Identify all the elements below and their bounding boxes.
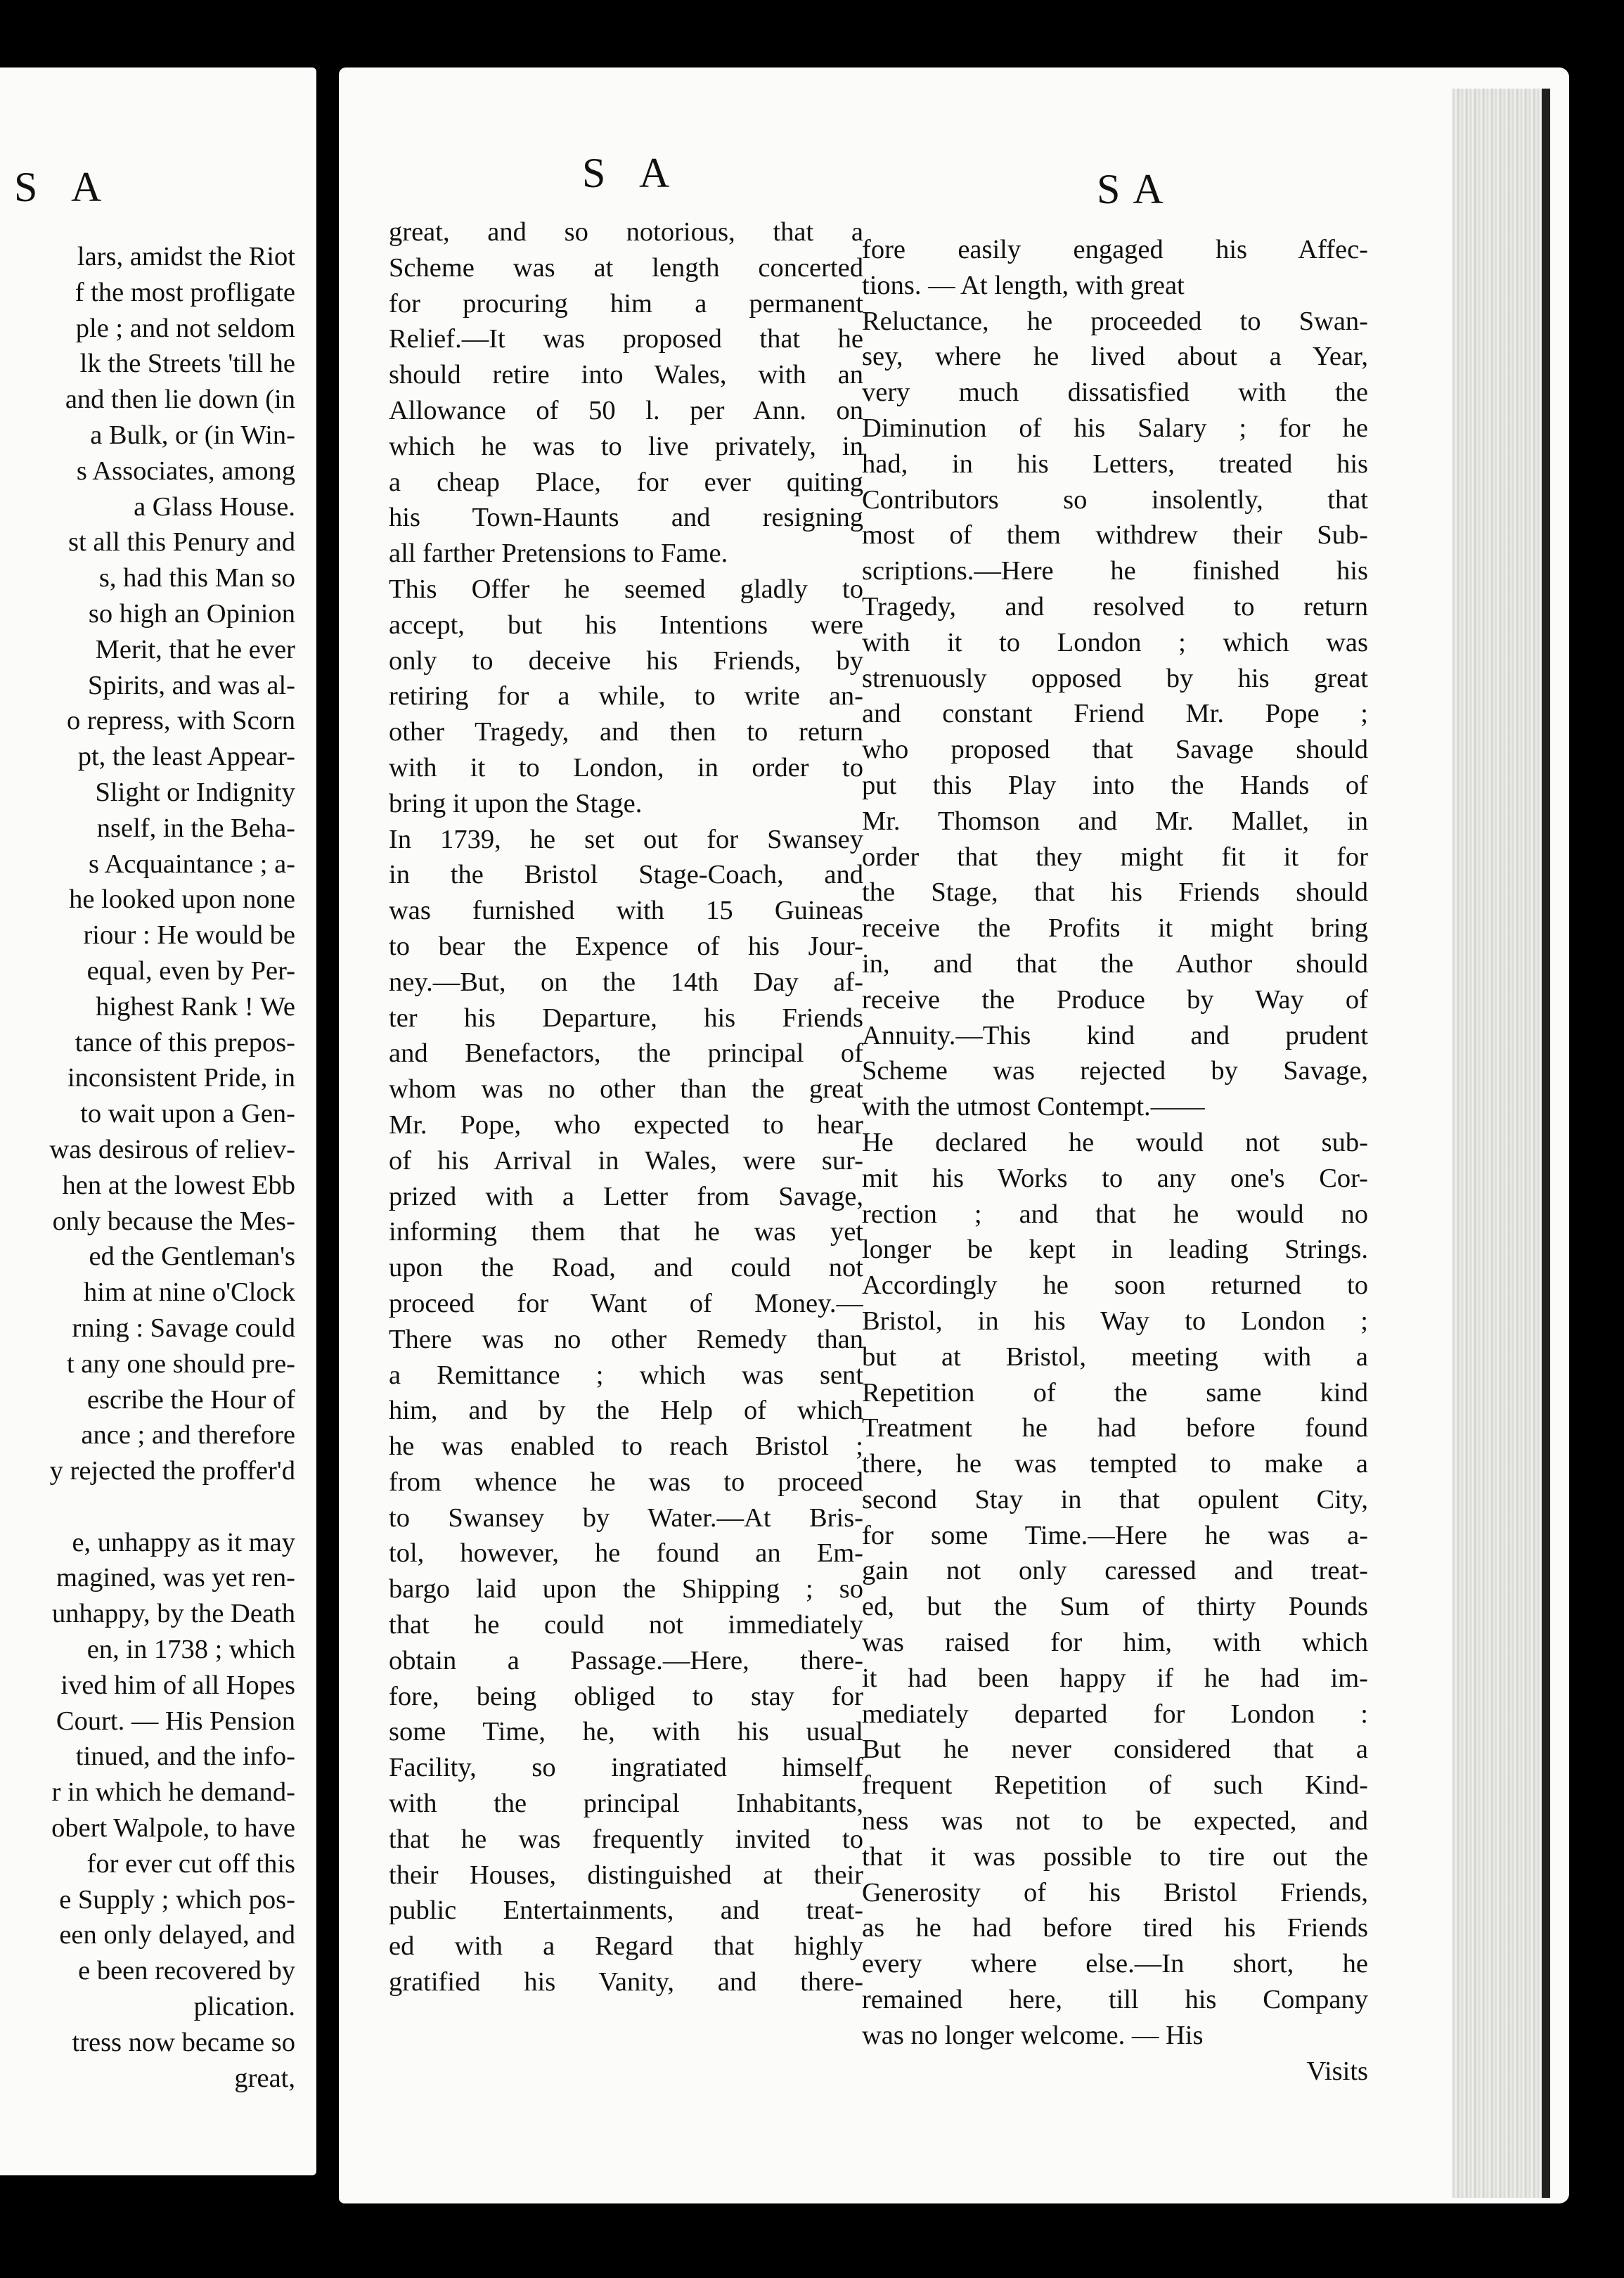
text-line: a Remittance ; which was sent [389, 1360, 863, 1390]
text-line: with the utmost Contempt.—— [862, 1092, 1205, 1122]
text-line: a cheap Place, for ever quiting [389, 467, 863, 497]
text-line: Mr. Pope, who expected to hear [389, 1109, 863, 1140]
middle-column-header: S A [582, 150, 683, 196]
text-line: retiring for a while, to write an- [389, 681, 863, 712]
text-line: most of them withdrew their Sub- [862, 520, 1368, 551]
text-line: ness was not to be expected, and [862, 1806, 1368, 1836]
text-line: hen at the lowest Ebb [62, 1170, 295, 1200]
text-line: accept, but his Intentions were [389, 610, 863, 640]
text-line: who proposed that Savage should [862, 735, 1368, 765]
text-line: ter his Departure, his Friends [389, 1003, 863, 1033]
text-line: put this Play into the Hands of [862, 770, 1368, 800]
text-line: some Time, he, with his usual [389, 1717, 863, 1747]
text-line: mediately departed for London : [862, 1699, 1368, 1729]
text-line: highest Rank ! We [96, 991, 295, 1022]
text-line: Generosity of his Bristol Friends, [862, 1877, 1368, 1907]
text-line: that it was possible to tire out the [862, 1841, 1368, 1872]
text-line: whom was no other than the great [389, 1074, 863, 1105]
text-line: e been recovered by [78, 1956, 295, 1986]
text-line: was no longer welcome. — His [862, 2020, 1204, 2050]
text-line: but at Bristol, meeting with a [862, 1341, 1368, 1372]
text-line: their Houses, distinguished at their [389, 1860, 863, 1890]
text-line: for ever cut off this [86, 1848, 295, 1879]
right-column-header: SA [1097, 166, 1176, 212]
text-line: nself, in the Beha- [96, 813, 295, 843]
text-line: unhappy, by the Death [51, 1599, 295, 1629]
text-line: longer be kept in leading Strings. [862, 1235, 1368, 1265]
text-line: for procuring him a permanent [389, 288, 863, 318]
text-line: with it to London ; which was [862, 627, 1368, 657]
text-line: Bristol, in his Way to London ; [862, 1306, 1368, 1336]
text-line: Relief.—It was proposed that he [389, 324, 863, 354]
text-line: and constant Friend Mr. Pope ; [862, 699, 1368, 729]
text-line: proceed for Want of Money.— [389, 1288, 863, 1318]
text-line: Facility, so ingratiated himself [389, 1753, 863, 1783]
text-line: e, unhappy as it may [72, 1527, 295, 1557]
text-line: with the principal Inhabitants, [389, 1789, 863, 1819]
left-page-text-column [0, 239, 295, 2096]
text-line: rning : Savage could [72, 1313, 295, 1343]
text-line: receive the Profits it might bring [862, 913, 1368, 944]
text-line: to Swansey by Water.—At Bris- [389, 1502, 863, 1533]
text-line: t any one should pre- [66, 1349, 295, 1379]
text-line: obtain a Passage.—Here, there- [389, 1645, 863, 1675]
text-line: in, and that the Author should [862, 948, 1368, 979]
text-line: rection ; and that he would no [862, 1199, 1368, 1229]
text-line: as he had before tired his Friends [862, 1913, 1368, 1943]
text-line: Allowance of 50 l. per Ann. on [389, 395, 863, 425]
text-line: magined, was yet ren- [56, 1563, 295, 1593]
text-line: ed, but the Sum of thirty Pounds [862, 1592, 1368, 1622]
text-line: his Town-Haunts and resigning [389, 503, 863, 533]
text-line: to wait upon a Gen- [80, 1099, 295, 1129]
text-line: Visits [1306, 2056, 1368, 2086]
text-line: Merit, that he ever [95, 634, 295, 664]
text-line: had, in his Letters, treated his [862, 449, 1368, 479]
text-line: Scheme was rejected by Savage, [862, 1056, 1368, 1086]
text-line: pt, the least Appear- [77, 742, 295, 772]
text-line: Accordingly he soon returned to [862, 1270, 1368, 1301]
text-line: bring it upon the Stage. [389, 788, 643, 818]
right-text-column [862, 232, 1368, 2089]
text-line: Annuity.—This kind and prudent [862, 1020, 1368, 1050]
text-line: very much dissatisfied with the [862, 378, 1368, 408]
text-line: equal, even by Per- [86, 955, 295, 986]
text-line: ived him of all Hopes [60, 1670, 295, 1700]
text-line: e Supply ; which pos- [59, 1884, 295, 1915]
text-line: strenuously opposed by his great [862, 663, 1368, 693]
text-line: inconsistent Pride, in [67, 1063, 295, 1093]
text-line: so high an Opinion [88, 598, 295, 629]
text-line: fore, being obliged to stay for [389, 1681, 863, 1711]
text-line: tance of this prepos- [75, 1027, 295, 1057]
text-line: Diminution of his Salary ; for he [862, 413, 1368, 443]
text-line: was desirous of reliev- [49, 1134, 295, 1164]
text-line: gratified his Vanity, and there- [389, 1967, 863, 1997]
text-line: Reluctance, he proceeded to Swan- [862, 306, 1368, 336]
text-line: frequent Repetition of such Kind- [862, 1770, 1368, 1801]
text-line: that he could not immediately [389, 1610, 863, 1640]
text-line: only to deceive his Friends, by [389, 645, 863, 676]
text-line: fore easily engaged his Affec- [862, 235, 1368, 264]
text-line: s, had this Man so [98, 563, 295, 593]
text-line: and then lie down (in [65, 385, 295, 415]
text-line: all farther Pretensions to Fame. [389, 539, 728, 569]
left-page-header: S A [14, 164, 115, 210]
text-line: with it to London, in order to [389, 752, 863, 783]
text-line: This Offer he seemed gladly to [389, 574, 863, 604]
text-line: Mr. Thomson and Mr. Mallet, in [862, 806, 1368, 836]
text-line: great, [234, 2063, 295, 2093]
text-line: s Acquaintance ; a- [89, 849, 295, 879]
text-line: a Glass House. [134, 491, 295, 522]
text-line: ple ; and not seldom [75, 313, 295, 343]
text-line: upon the Road, and could not [389, 1253, 863, 1283]
text-line: f the most profligate [75, 277, 295, 307]
text-line: riour : He would be [83, 920, 295, 951]
text-line: r in which he demand- [51, 1777, 295, 1808]
text-line: s Associates, among [76, 456, 295, 486]
text-line: from whence he was to proceed [389, 1467, 863, 1497]
text-line: y rejected the proffer'd [49, 1456, 295, 1486]
text-line: There was no other Remedy than [389, 1324, 863, 1354]
text-line: lk the Streets 'till he [79, 349, 295, 379]
text-line: Repetition of the same kind [862, 1377, 1368, 1408]
text-line: Scheme was at length concerted [389, 252, 863, 283]
text-line: o repress, with Scorn [66, 706, 295, 736]
text-line: Spirits, and was al- [87, 670, 295, 700]
text-line: public Entertainments, and treat- [389, 1896, 863, 1926]
text-line: there, he was tempted to make a [862, 1449, 1368, 1479]
middle-text-column [389, 214, 863, 2000]
text-line: He declared he would not sub- [862, 1127, 1368, 1157]
text-line: he looked upon none [69, 884, 295, 915]
text-line: a Bulk, or (in Win- [90, 420, 295, 450]
text-line: of his Arrival in Wales, were sur- [389, 1145, 863, 1176]
text-line: ed the Gentleman's [89, 1242, 295, 1272]
text-line: remained here, till his Company [862, 1985, 1368, 2015]
text-line: and Benefactors, the principal of [389, 1038, 863, 1069]
text-line: Treatment he had before found [862, 1413, 1368, 1443]
text-line: which he was to live privately, in [389, 431, 863, 461]
text-line: bargo laid upon the Shipping ; so [389, 1574, 863, 1604]
text-line: But he never considered that a [862, 1735, 1368, 1765]
text-line: informing them that he was yet [389, 1217, 863, 1247]
text-line: tress now became so [72, 2027, 295, 2057]
text-line: receive the Produce by Way of [862, 984, 1368, 1015]
text-line: in the Bristol Stage-Coach, and [389, 860, 863, 890]
text-line: Court. — His Pension [56, 1706, 295, 1736]
text-line: prized with a Letter from Savage, [389, 1181, 863, 1211]
text-line: only because the Mes- [52, 1206, 295, 1236]
text-line: sey, where he lived about a Year, [862, 342, 1368, 372]
text-line: Contributors so insolently, that [862, 484, 1368, 515]
text-line: en, in 1738 ; which [86, 1635, 295, 1665]
text-line: Slight or Indignity [95, 777, 295, 807]
text-line: obert Walpole, to have [51, 1813, 295, 1843]
text-line: tions. — At length, with great [862, 270, 1185, 300]
text-line: order that they might fit it for [862, 842, 1368, 872]
text-line: In 1739, he set out for Swansey [389, 824, 863, 854]
text-line: for some Time.—Here he was a- [862, 1520, 1368, 1550]
text-line: that he was frequently invited to [389, 1824, 863, 1854]
text-line: him, and by the Help of which [389, 1396, 863, 1426]
text-line: escribe the Hour of [86, 1384, 295, 1415]
text-line: other Tragedy, and then to return [389, 717, 863, 747]
text-line: plication. [193, 1992, 295, 2022]
text-line: gain not only caressed and treat- [862, 1556, 1368, 1586]
text-line: the Stage, that his Friends should [862, 877, 1368, 908]
text-line: lars, amidst the Riot [77, 242, 295, 271]
text-line: was raised for him, with which [862, 1628, 1368, 1658]
text-line: st all this Penury and [68, 527, 295, 558]
text-line: second Stay in that opulent City, [862, 1484, 1368, 1514]
text-line: tinued, and the info- [75, 1742, 295, 1772]
text-line: mit his Works to any one's Cor- [862, 1163, 1368, 1193]
text-line: him at nine o'Clock [84, 1278, 295, 1308]
text-line: Tragedy, and resolved to return [862, 591, 1368, 622]
text-line: ney.—But, on the 14th Day af- [389, 967, 863, 997]
text-line [0, 1489, 295, 1525]
text-line: great, and so notorious, that a [389, 217, 863, 247]
text-line: it had been happy if he had im- [862, 1663, 1368, 1693]
text-line: ance ; and therefore [81, 1420, 295, 1450]
text-line: should retire into Wales, with an [389, 360, 863, 390]
text-line: every where else.—In short, he [862, 1949, 1368, 1979]
text-line: een only delayed, and [59, 1920, 295, 1950]
text-line: he was enabled to reach Bristol ; [389, 1431, 863, 1462]
text-line: tol, however, he found an Em- [389, 1538, 863, 1569]
text-line: ed with a Regard that highly [389, 1931, 863, 1962]
text-line: scriptions.—Here he finished his [862, 556, 1368, 586]
text-line: was furnished with 15 Guineas [389, 896, 863, 926]
text-line: to bear the Expence of his Jour- [389, 931, 863, 961]
book-fore-edge [1452, 89, 1550, 2198]
